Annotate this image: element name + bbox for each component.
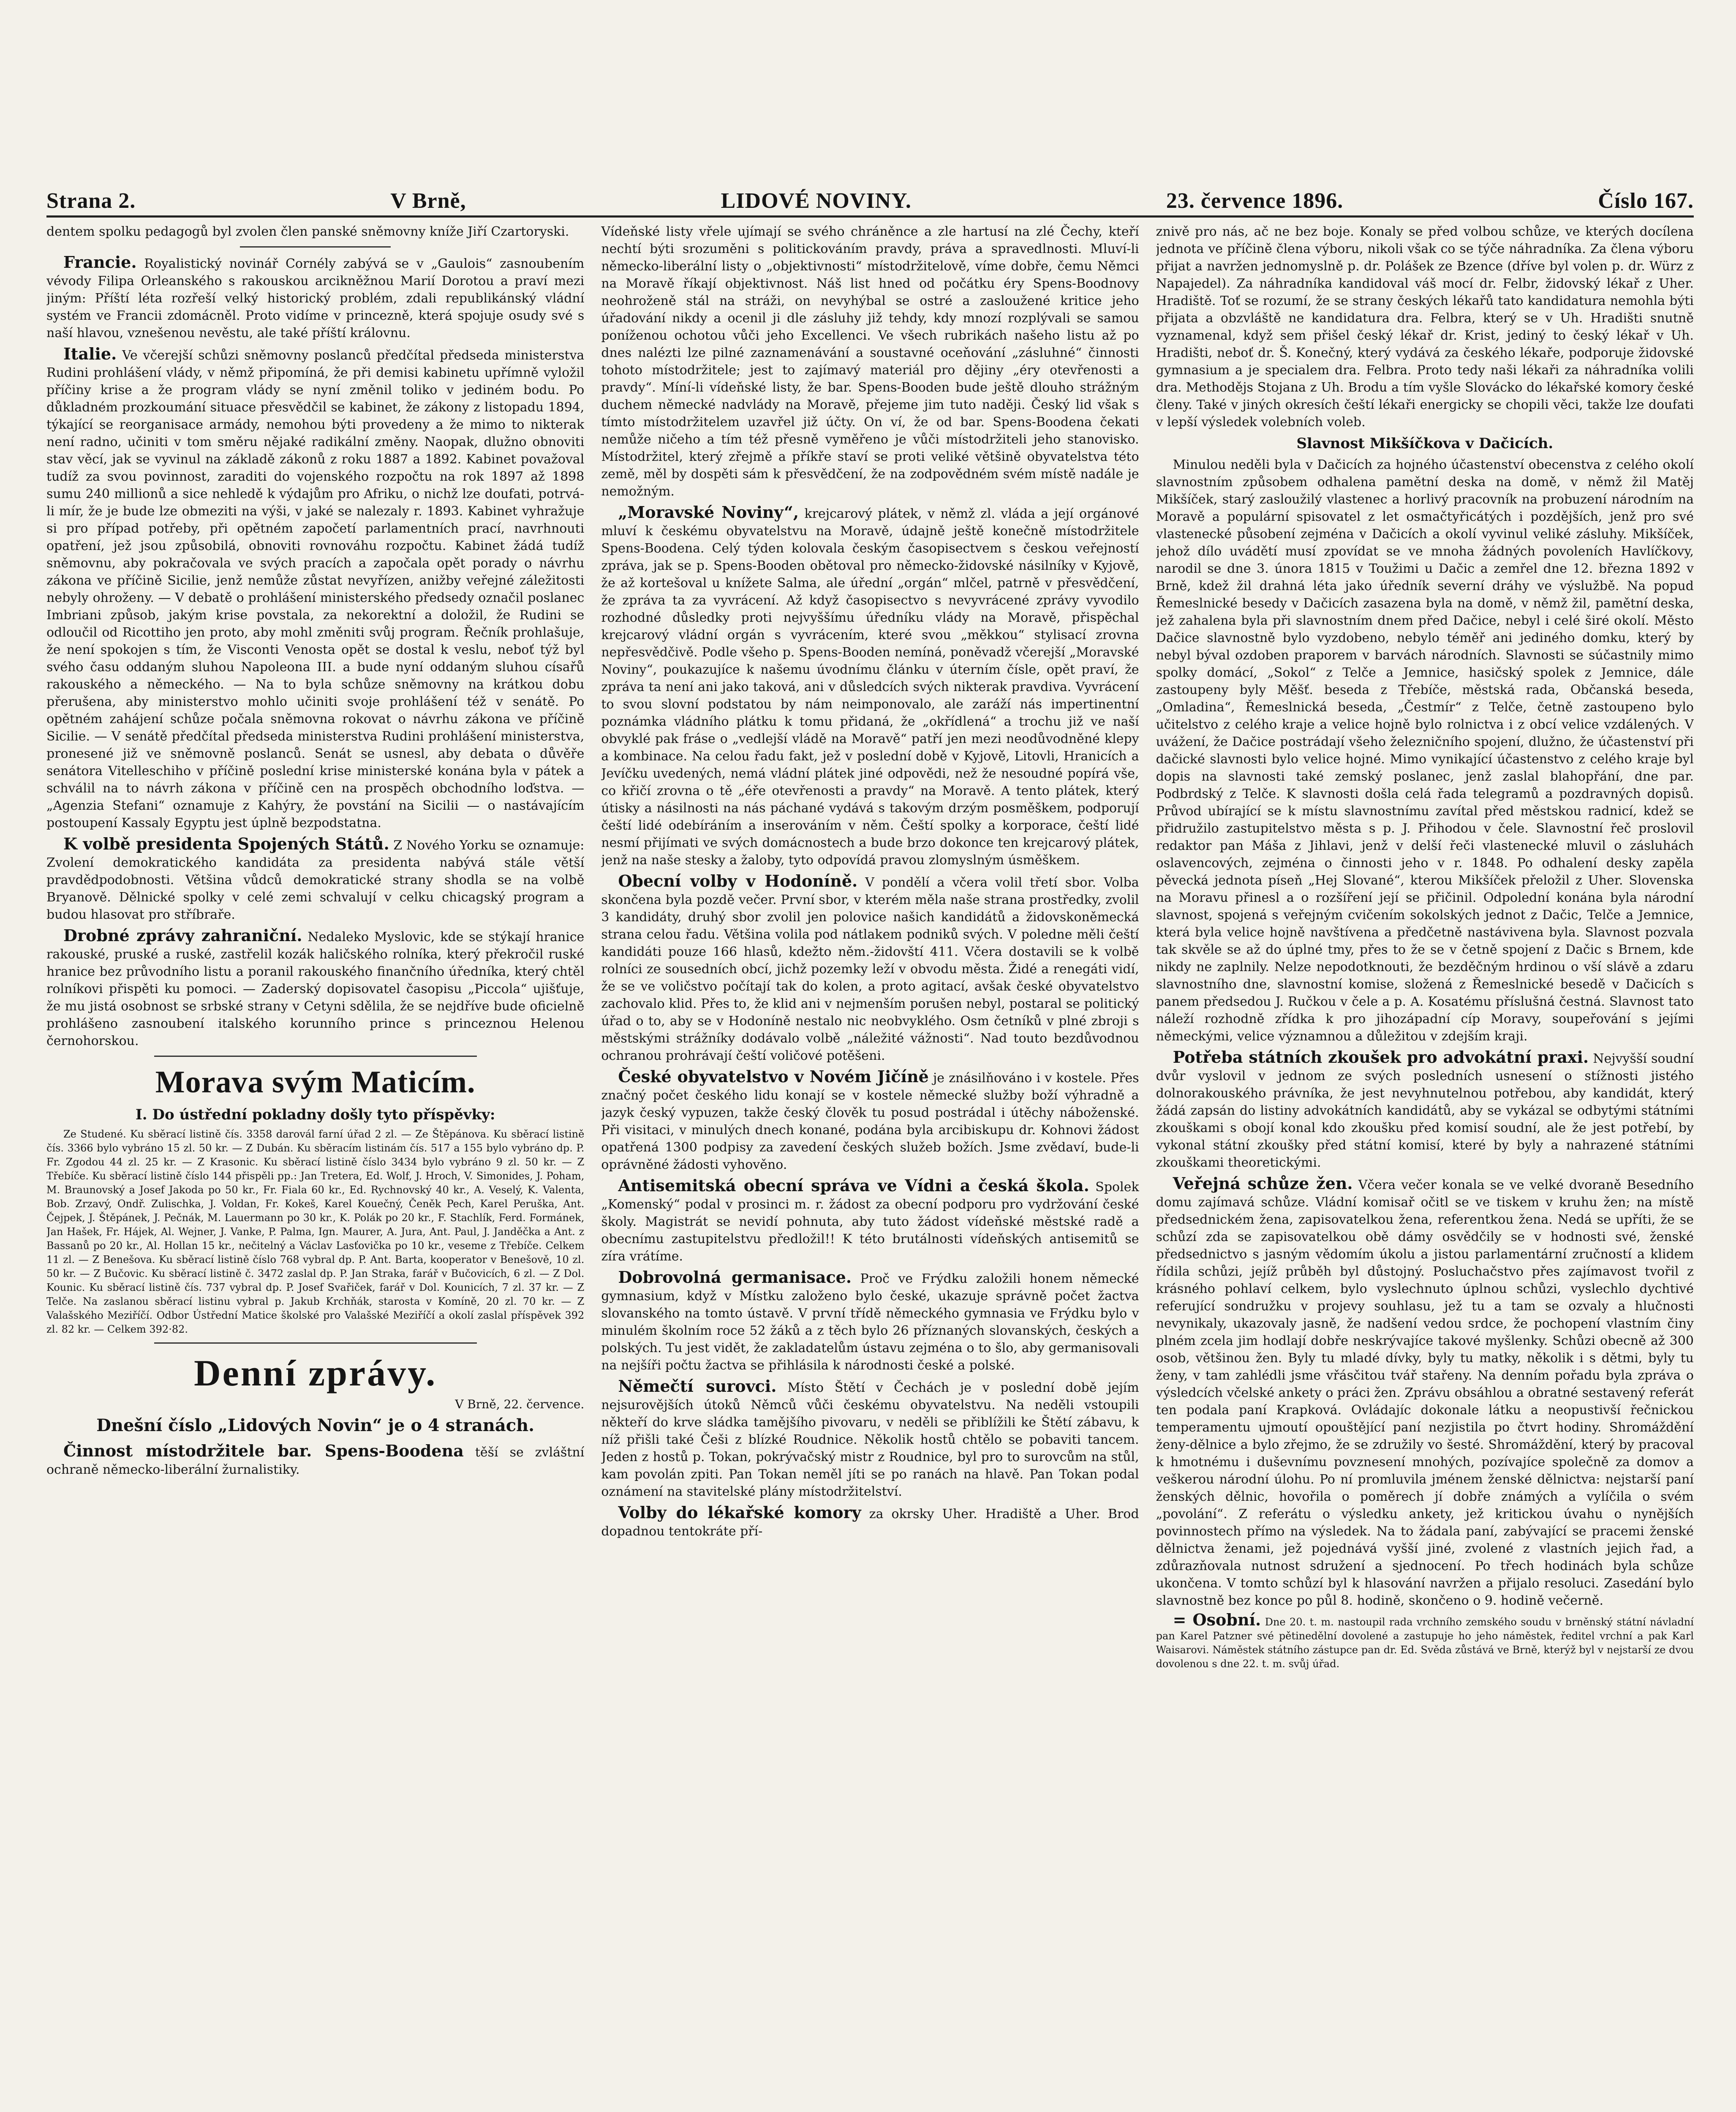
article-francie [46,253,584,342]
header-rule [46,215,1694,218]
rubric-italie: Italie. [63,344,117,363]
rubric-volby: Volby do lékařské komory [618,1503,861,1522]
rubric-osobni: = Osobní. [1173,1610,1261,1629]
rubric-hodonin: Obecní volby v Hodoníně. [618,871,858,890]
mn-text: krejcarový plátek, v němž zl. vláda a její orgánové mluví k českému obyvatelstvu na Moravě, údajně ještě konečně místodržitele Spens-Boodena. Celý týden kolovala českým časopisectvem s českou veřejností zpráva, jak se p. Spens-Booden obětoval pro německo-židovské násilníky v Kyjově, že až kortešoval u knížete Salma, ale úřední „orgán“ mlčel, patrně v přesvědčení, že zpráva ta za vyvrácení. Až když časopisectvo s nevyvrácené zprávy vyvodilo rozhodné důsledky proti nejvyššímu úředníku vlády na Moravě, přispěchal krejcarový vládní orgán s vyvrácením, které svou „měkkou“ stylisací zrovna nepřesvědčivě. Podle všeho p. Spens-Booden nemíná, poněvadž včerejší „Moravské Noviny“, poukazujíce k našemu úvodnímu článku v úterním čísle, opět praví, že zpráva ta není ani jako taková, ani v důsledcích svých nikterak pravdiva. Vyvrácení to svou slovní podstatou by nám neimponovalo, ale zaráží nás impertinentní poznámka vládního plátku k tomu přidaná, že „okřídlená“ a trochu již ve naší obvyklé pak fráse o „vedlejší vládě na Moravě“ patří jen mezi neodůvodněné klepy a kombinace. Na celou řadu fakt, jež v poslední době v Kyjově, Litovli, Hranicích a Jevíčku uvedených, nemá vládní plátek jiné odpovědi, než že nesoudné popírá vše, co křičí zrovna o tě „éře otevřenosti a pravdy“ na Moravě. A tento plátek, který útisky a násilnosti na nás páchané vydává s takovým drzým posměškem, podporují čeští lidé odebíráním a inserováním v něm. Čeští spolky a korporace, čeští lidé nesmí přijímati ve svých domácnostech a bude brzo dokonce ten krejcarový plátek, jenž na naše stesky a žaloby, tyto odpovídá pravou zlomyslným úsměškem. [601,506,1139,868]
place: V Brně, [390,189,466,213]
jicin-text: je znásilňováno i v kostele. Přes značný počet českého lidu konají se v kostele německé služby boží výhradně a jazyk český vypuzen, takže český člověk tu posud postrádal i útěchy náboženské. Při visitaci, v minulých dnech konané, podána byla arcibiskupu dr. Kohnovi žádost opatřená 1300 podpisy za zavedení českých služeb božích. Jsme zvědaví, bude-li oprávněné žádosti vyhověno. [601,1071,1139,1172]
matice-subhead: I. Do ústřední pokladny došly tyto příspěvky: [135,1106,495,1123]
page-header [46,171,1694,213]
column-3 [1156,223,1694,2112]
article-moravske-noviny [601,504,1139,869]
rubric-usa: K volbě presidenta Spojených Států. [63,834,389,853]
article-usa [46,835,584,923]
separator [240,246,391,248]
usa-text: Z Nového Yorku se oznamuje: Zvolení demokratického kandidáta za presidenta nabývá stále větší pravdědpodobnosti. Většina vůdců demokratické strany shodla se na volbě Bryanově. Dělnické spolky v celé zemi schvalují v celku chicagský program a budou hlasovat pro stříbraře. [46,838,585,922]
rubric-zkousky: Potřeba státních zkoušek pro advokátní praxi. [1173,1048,1589,1067]
miksicek-text: Minulou neděli byla v Dačicích za hojného účastenství obecenstva z celého okolí slavnostním způsobem odhalena pamětní deska na domě, v němž žil Matěj Mikšíček, starý zasloužilý vlastenec a horlivý pracovník na probuzení národním na Moravě a populární spisovatel z let osmačtyřicátých i pozdějších, jenž pro své vlastenecké působení zejména v Dačicích a okolí vyvinul veliké zásluhy. Mikšíček, jehož dílo uvádětí musí zpovídat se ve mnoha žádných povoleních Havlíčkovy, narodil se dne 3. února 1815 v Toužimi u Dačic a zemřel dne 12. března 1892 v Brně, kdež žil drahná léta jako úředník severní dráhy ve výslužbě. Na popud Řemeslnické besedy v Dačicích zasazena byla na domě, v němž žil, pamětní deska, jež zahalena byla při slavnostním dnem před Dačice, nebyl i celé širé okolí. Město Dačice slavnostně bylo vyzdobeno, nebylo téměř ani jediného domku, který by nebyl býval ozdoben praporem v barvách národních. Slavnosti se súčastnily mimo spolky domácí, „Sokol“ z Telče a Jemnice, hasičský spolek z Jemnice, dále zastoupeny byly Měšť. beseda z Třebíče, městská rada, Občanská beseda, „Omladina“, Řemeslnická beseda, „Čestmír“ z Telče, četně zastoupeno bylo učitelstvo z celého kraje a velice hojně bylo rolnictva i z obcí velice vzdálených. V uvážení, že Dačice postrádají všeho železničního spojení, dlužno, že účastenství při dačické slavnosti bylo velice hojné. Mimo vynikající účastenstvo z celého kraje byl dopis na slavnosti také zemský poslanec, jenž zaslal blahopřání, dne par. Podbrdský z Telče. K slavnosti došla celá řada telegramů a pozdravných dopisů. Průvod ubírající se k místu slavnostnímu zavítal před městskou radnicí, kdež se přidružilo zastupitelstvo města s p. J. Přihodou v čele. Slavnostní řeč proslovil redaktor pan Máša z Jihlavi, jenž v delší řeči vlastenecké mluvil o zásluhách oslavencových, zejména o činnosti jeho v r. 1848. Po odhalení desky zapěla pěvecká jednota píseň „Hej Slované“, kterou Mikšíček přeložil z Uher. Slovenska na Moravu přinesl a o rozšíření její se přičinil. Odpolední konána byla národní slavnost, spojená s veřejným cvičením sokolských jednot z Dačic, Telče a Jemnice, která byla velice hojně navštívena a předčetně nastávivena byla. Slavnost pozvala tak skvěle se až do úplné tmy, přes to že se v četně spojení z Dačic s Brnem, kde nikdy ne zaplnily. Nelze nepodotknouti, že bezděčným hrdinou o vší slávě a zdaru slavnostního dne, slavnostní komise, složená z Řemeslnické besedě v Dačicích s panem předsedou J. Ručkou v čele a p. A. Kosatému příslušná čestná. Slavnost tato náleží rozhodně zřídka k pro jihozápadní cíp Moravy, soupeřování s jejími německými, velice významnou a důležitou v zdejším kraji. [1156,457,1694,1044]
separator [154,1342,477,1344]
drobne-text: Nedaleko Myslovic, kde se stýkají hranice rakouské, pruské a ruské, zastřelil kozák haličského rolníka, který překročil ruské hranice bez průvodního listu a poranil rakouského finančního úředníka, který chtěl rolníkovi přispěti ku pomoci. — Zaderský dopisovatel časopisu „Piccola“ ujišťuje, že mu jistá osobnost se srbské strany v Cetyni sdělila, že se nejdříve bude oficielně prohlášeno zasnoubení italského korunního prince s princeznou Helenou černohorskou. [46,930,585,1048]
article-italie [46,345,584,832]
article-fragment: dentem spolku pedagogů byl zvolen člen panské sněmovny kníže Jiří Czartoryski. [46,224,569,239]
article-hodonin [601,872,1139,1064]
rubric-viden: Antisemitská obecní správa ve Vídni a česká škola. [618,1176,1089,1195]
zk-text: Nejvyšší soudní dvůr vyslovil v jednom ze svých posledních usnesení o stížnosti jistého dolnorakouského právníka, že jest nevyhnutelnou potřebou, aby kandidát, který žádá zapsán do listiny advokátních kandidátů, aby se vykázal se odbytými státními zkouškami s obojí konal kdo zkoušku před komisí soudní, ale že jest potřebí, by vykonal státní zkoušky před státní komisí, které by byly a nahrazené státními zkouškami theoretickými. [1156,1051,1694,1170]
article-continuation: znivě pro nás, ač ne bez boje. Konaly se před volbou schůze, ve kterých docílena jednota ve příčině člena výboru, nikoli však co se týče náhradníka. Za člena výboru přijat a navržen jednomyslně p. dr. Polášek ze Bzence (dříve byl volen p. dr. Würz z Napajedel). Za náhradníka kandidoval váš mocí dr. Felbr, židovský lékař z Uher. Hradiště. Toť se rozumí, že se strany českých lékařů tato kandidatura nemohla býti přijata a obzvláště ne kandidatura dra. Felbra, který se v Uh. Hradišti snutně vyznamenal, když sem přišel český lékař dr. Krist, jediný to český lékař v Uh. Hradišti, neboť dr. Š. Konečný, který vydává za českého lékaře, podporuje židovské gymnasium a je specialem dra. Felbra. Proto tedy naši lékaři za náhradníka volili dra. Methodějs Stojana z Uh. Brodu a tím vyšle Slovácko do lékařské komory české členy. Také v jiných okresích čeští lékaři energicky se chopili věci, takže lze doufati v lepší výsledek volebních voleb. [1156,224,1694,430]
denni-dateline: V Brně, 22. července. [455,1397,585,1411]
article-germanisace [601,1268,1139,1374]
matice-list: Ze Studené. Ku sběrací listině čís. 3358 darovál farní úřad 2 zl. — Ze Štěpánova. Ku sběrací listině čís. 3366 bylo vybráno 15 zl. 50 kr. — Z Dubán. Ku sběracím listinám čís. 517 a 155 bylo vybráno dp. P. Fr. Zgodou 44 zl. 25 kr. — Z Krasonic. Ku sběrací listině číslo 3434 bylo vybráno 9 zl. 50 kr. — Z Třebíče. Ku sběrací listině číslo 144 přispěli pp.: Jan Tretera, Ed. Wolf, J. Hroch, V. Simonides, J. Poham, M. Braunovský a Josef Jakoda po 50 kr., Fr. Fiala 60 kr., Ed. Rychnovský 40 kr., A. Veselý, K. Valenta, Bob. Zrzavý, Ondř. Zulischka, J. Voldan, Fr. Kokeš, Karel Kouečný, Čeněk Pech, Karel Peruška, Ant. Čejpek, J. Štěpánek, J. Pečnák, M. Lauermann po 30 kr., K. Polák po 20 kr., F. Stachlík, Ferd. Formánek, Jan Hašek, Fr. Hájek, Al. Wejner, J. Vanke, P. Palma, Ign. Maurer, A. Jura, Ant. Paul, J. Janděčka a Ant. z Bassanů po 20 kr., Al. Hollan 15 kr., nečitelný a Václav Lasťovička po 10 kr., veseme z Třebíče. Celkem 11 zl. — Z Benešova. Ku sběrací listině číslo 768 vybral dp. P. Ant. Barta, kooperator v Benešově, 10 zl. 50 kr. — Z Bučovic. Ku sběrací listině č. 3472 zaslal dp. P. Jan Straka, farář v Bučovicích, 6 zl. — Z Dol. Kounic. Ku sběrací listině čís. 737 vybral dp. P. Josef Svařiček, farář v Dol. Kounicích, 7 zl. 37 kr. — Z Telče. Na zaslanou sběrací listinu vybral p. Jakub Krchňák, starosta v Komíně, 20 zl. 70 kr. — Z Valašského Meziříčí. Odbor Ústřední Matice školské pro Valašské Meziříčí a okolí zaslal příspěvek 392 zl. 82 kr. — Celkem 392·82. [46,1128,585,1335]
rubric-drobne: Drobné zprávy zahraniční. [63,926,302,945]
hod-text: V pondělí a včera volil třetí sbor. Volba skončena byla pozdě večer. První sbor, v kterém měla naše strana prostředky, zvolil 3 kandidáty, druhý sbor zvolil jen polovice našich kandidátů a židovskoněmecká strana celou řadu. Většina volila pod nátlakem podniků svých. V poledne měli čeští kandidáti pouze 166 hlasů, kdežto něm.-židovští 411. Včera dostavili se k volbě rolníci ze sousedních obcí, jichž pozemky leží v obvodu města. Židé a renegáti vidí, že se ve voličstvo počítají tak do kolen, a proto agitací, avšak české obyvatelstvo zachovalo klid. Přes to, že klid ani v nejmenším porušen nebyl, postaral se politický úřad o to, aby se v Hodoníně nestalo nic neobvyklého. Osm četníků v plné zbroji s městskými strážníky dodávalo volbě „náležité vážnosti“. Nad touto bezdůvodnou ochranou prohrávají čeští voličové potěšeni. [601,875,1139,1063]
article-surovci [601,1377,1139,1500]
italie-text: Ve včerejší schůzi sněmovny poslanců předčítal předseda ministerstva Rudini prohlášení vlády, v němž připomíná, že při demisi kabinetu upřímně vyložil příčiny krise a že program vlády se nyní změnil toliko v jediném bodu. Po důkladném prozkoumání situace přesvědčil se kabinet, že zákony z listopadu 1894, týkající se reorganisace armády, nemohou býti provedeny a že mimo to nikterak není radno, učiniti v tom směru nějaké radikální změny. Naopak, dlužno obnoviti stav věcí, jak se vyvinul na základě zákonů z roku 1887 a 1892. Kabinet považoval tudíž za svou povinnost, zaraditi do vojenského rozpočtu na rok 1897 až 1898 sumu 240 millionů a sice nehledě k výdajům pro Afriku, o nichž lze doufati, potrvá-li mír, že je bude lze obmeziti na výši, v jaké se nalezaly r. 1893. Kabinet vyhražuje si pro případ potřeby, při opětném započetí parlamentních prací, navrhnouti opatření, jež jsou způsobilá, obnoviti rovnováhu rozpočtu. Kabinet žádá tudíž sněmovnu, aby pokračovala ve svých pracích a započala opět porady o návrhu zákona ve příčině Sicilie, jenž nemůže zůstat nevyřízen, anižby veřejné záležitosti nebyly ohroženy. — V debatě o prohlášení ministerského předsedy označil poslanec Imbriani způsob, jakým krise povstala, za nekorektní a doložil, že Rudini se odloučil od Ricottiho jen proto, aby mohl změniti svůj program. Řečník prohlašuje, že není spokojen s tím, že Visconti Venosta opět se dostal k veslu, neboť týž byl svého času oddaným sluhou Napoleona III. a bude nyní oddaným sluhou císařů rakouského a německého. — Na to byla schůze sněmovny na krátkou dobu přerušena, aby ministerstvo mohlo učiniti svoje prohlášení též v senátě. Po opětném zahájení schůze počala sněmovna rokovat o návrhu zákona ve příčině Sicilie. — V senátě předčítal předseda ministerstva Rudini prohlášení ministerstva, pronesené již ve sněmovně poslanců. Senát se usnesl, aby debata o důvěře senátora Vitelleschiho v příčině poslední krise ministerské konána byla v pátek a schválil na to návrh zákona v příčině cen na prospěch obchodního loďstva. — „Agenzia Stefani“ oznamuje z Kahýry, že povstání na Sicilii — o nastávajícím postoupení Kassaly Egyptu jest úplně bezpodstatna. [46,348,585,830]
separator [154,1056,477,1057]
article-volby [601,1504,1139,1540]
rubric-surovci: Němečtí surovci. [618,1377,777,1396]
rubric-jicin: České obyvatelstvo v Novém Jičíně [618,1067,929,1086]
article-zeny [1156,1175,1694,1609]
rubric-germanisace: Dobrovolná germanisace. [618,1268,852,1287]
rubric-cinnost: Činnost místodržitele bar. Spens-Boodena [63,1441,464,1460]
issue-number: Číslo 167. [1598,189,1694,213]
volby-text: za okrsky Uher. Hradiště a Uher. Brod dopadnou tentokráte pří- [601,1507,1139,1539]
article-drobne [46,927,584,1050]
article-osobni [1156,1610,1694,1671]
columns [46,223,1694,2112]
issue-date: 23. července 1896. [1166,189,1344,213]
page-number: Strana 2. [46,189,136,213]
germ-text: Proč ve Frýdku založili honem německé gymnasium, když v Místku založeno bylo české, ukazuje správně počet žactva slovanského na tomto ústavě. V první třídě německého gymnasia ve Frýdku bylo v minulém školním roce 52 žáků a z těch bylo 26 příznaných slovanských, českých a polských. Tu jest vidět, že zakladatelům ústavu zejména o to šlo, aby germanisovali na nejšíři počtu žactva se přihlásila k národnosti české a polské. [601,1271,1139,1373]
article-cinnost [46,1442,584,1478]
article-zkousky [1156,1048,1694,1171]
article-continuation: Vídeňské listy vřele ujímají se svého chráněnce a zle hartusí na zlé Čechy, kteří nechtí býti srozuměni s politickováním pravdy, práva a spravedlnosti. Mluví-li německo-liberální listy o „objektivnosti“ místodržitelově, víme dobře, čemu Němci na Moravě říkají objektivnost. Náš list hned od počátku éry Spens-Boodnovy neohroženě stál na stráži, on nevyhýbal se ostré a zasloužené kritice jeho úřadování nikdy a ocenil ji dle zásluhy již tehdy, kdy mnozí rozplývali se samou poníženou ochotou vůči jeho Excellenci. Ve všech rubrikách našeho listu až po dnes nalézti lze pilné zaznamenávání a soustavné oceňování „zásluhné“ činnosti tohoto místodržitele; jest to zajímavý materiál pro dějiny „éry otevřenosti a pravdy“. Míní-li vídeňské listy, že bar. Spens-Booden bude ještě dlouho strážným duchem německé nadvlády na Moravě, přejeme jim tuto naději. Český lid však s tímto místodržitelem uzavřel již účty. On ví, že od bar. Spens-Boodena čekati nemůže ničeho a tím též přesně vyměřeno je vůči místodržiteli jeho stanovisko. Místodržitel, který zřejmě a příkře staví se proti veliké většině obyvatelstva této země, měl by dospěti sám k přesvědčení, že na zodpovědném svém místě nadále je nemožným. [601,224,1139,499]
column-1 [46,223,584,2112]
rubric-miksicek: Slavnost Mikšíčkova v Dačicích. [1296,435,1554,452]
section-head-denni: Denní zprávy. [194,1353,437,1394]
denni-notice: Dnešní číslo „Lidových Novin“ je o 4 stranách. [96,1415,535,1435]
viden-text: Spolek „Komenský“ podal v prosinci m. r. žádost za obecní podporu pro vydržování české školy. Magistrát se nevidí pohnuta, aby tuto žádost vídeňské městské radě a obecnímu zastupitelstvu předložil!! K této brutálnosti vídeňských antisemitů se zíra vrátíme. [601,1180,1139,1264]
rubric-francie: Francie. [63,253,137,272]
osobni-text: Dne 20. t. m. nastoupil rada vrchního zemského soudu v brněnský státní návladní pan Karel Patzner své pětinedělní dovolené a zastupuje ho jeho náměstek, ředitel vrchní a pak Karl Waisarovi. Náměstek státního zástupce pan dr. Ed. Svěda zůstává ve Brně, kterýž byl v nejstarší ze dvou dovolenou s dne 22. t. m. svůj úřad. [1156,1616,1694,1670]
zeny-text: Včera večer konala se ve velké dvoraně Besedního domu zajímavá schůze. Vládní komisař očitl se ve tiskem v kruhu žen; na místě předsednickém žena, zapisovatelkou žena, referentkou žena. Nedá se upříti, že se schůzí zda se zapisovatelkou obě dámy osvědčily se v hodnosti své, ženské předsednictvo s jasným vědomím úkolu a jistou parlamentární zručností a klidem řídila schůzi, jejíž průběh byl důstojný. Posluchačstvo přes zajímavost tvořil z krásného pohlaví celkem, bylo vyslechnuto úplnou schůzi, vyslechlo dychtivé referující sondružku v projevy souhlasu, jež tu a tam se ozvaly a hlučnosti nevynikaly, ukazovaly jasně, že nadšení vedou srdce, že pochopení vlastním činy plném zcela jim hodlají dobře neskrývajíce takové myšlenky. Schůzi obecně až 300 osob, většinou žen. Byly tu mladé dívky, byly tu matky, několik i s dětmi, byly tu ženy, v tam zahlédli jsme vřásčitou tvář stařeny. Na denním pořadu byla zpráva o výsledcích včelské ankety o práci žen. Zprávu obsáhlou a obratné sestavený referát ten podala paní Krapková. Ovládajíc dokonale látku a neopustivší řečnickou temperamentu ujmoutí opouštějící paní nezjistila po čtvrt hodiny. Shromáždění ženy-dělnice a bylo zřejmo, že se združily vo šesté. Shromáždění, který by pracoval k hmotnému i duševnímu povznesení mnohých, pozívajíce společně za domov a veškerou národní úlohu. Po ní promluvila jménem ženské dělnictva: nejstarší paní ženských dělnic, hovořila o poměrech jí dobře známých a vylíčila o svém „povolání“. Z referátu o výsledku ankety, jež kritickou úvahu o nynějších povinnostech přímo na výsledek. Na to žádala paní, zabývající se pracemi ženské dělnictva ženami, jež pojednává vyšší jiné, zvolené z vlastních jejich řad, a zdůrazňovala nutnost sdružení a sjednocení. Po třech hodinách byla schůze ukončena. V tomto schůzí byl k hlasování navržen a přijalo resoluci. Zasedání bylo slavnostně bez konce po půl 8. hodině, skončeno o 9. hodině večerně. [1156,1178,1694,1608]
masthead-title: LIDOVÉ NOVINY. [721,189,912,213]
cinnost-text: těší se zvláštní ochraně německo-liberální žurnalistiky. [46,1445,585,1477]
column-2 [601,223,1139,2112]
section-head-matice: Morava svým Maticím. [155,1065,476,1100]
rubric-zeny: Veřejná schůze žen. [1173,1174,1353,1193]
nem-text: Místo Štětí v Čechách je v poslední době jejím nejsurovějších útoků Němců vůči českému obyvatelstvu. Na neděli vstoupili někteří do krve sládka tamějšího pivovaru, v neděli se přiblížili ke Štětí zábavu, k níž přišli také Češi z blízké Roudnice. Několik hostů chtělo se pobaviti tancem. Jeden z hostů p. Tokan, pokrývačský mistr z Roudnice, byl pro to surovcům na stůl, kam povolán zpiti. Pan Tokan neměl jíti se po ranách na hlavě. Pan Tokan podal oznámení na stavitelské plány místodržitelství. [601,1380,1139,1499]
article-viden [601,1177,1139,1265]
francie-text: Royalistický novinář Cornély zabývá se v „Gaulois“ zasnoubením vévody Filipa Orleanského s rakouskou arcikněžnou Marií Dorotou a praví mezi jiným: Příští léta rozřeší velký historický problém, zdali republikánský vládní systém ve Francii zdomácněl. Proto vidíme v princezně, která spojuje osudy své s naší hlavou, vznešenou nevěstu, ale také příští královnu. [46,256,585,340]
article-jicin [601,1068,1139,1173]
rubric-moravske-noviny: „Moravské Noviny“, [618,503,799,522]
